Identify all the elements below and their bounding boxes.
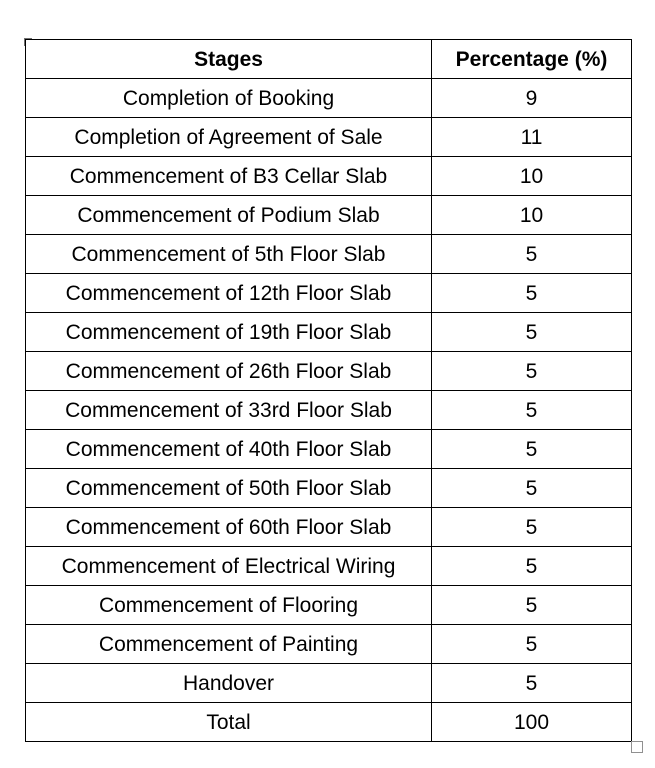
stage-cell: Commencement of Painting — [26, 625, 432, 664]
percentage-cell: 5 — [432, 313, 632, 352]
stage-cell: Completion of Agreement of Sale — [26, 118, 432, 157]
stage-cell: Completion of Booking — [26, 79, 432, 118]
stage-cell: Commencement of Podium Slab — [26, 196, 432, 235]
percentage-cell: 10 — [432, 196, 632, 235]
percentage-cell: 5 — [432, 547, 632, 586]
stage-cell: Commencement of 19th Floor Slab — [26, 313, 432, 352]
table-body — [26, 79, 632, 742]
table-row — [26, 157, 632, 196]
percentage-cell: 10 — [432, 157, 632, 196]
table-row — [26, 547, 632, 586]
percentage-cell: 5 — [432, 664, 632, 703]
stage-cell: Commencement of Electrical Wiring — [26, 547, 432, 586]
percentage-cell: 5 — [432, 469, 632, 508]
stage-cell: Commencement of 50th Floor Slab — [26, 469, 432, 508]
table-row — [26, 508, 632, 547]
table-row — [26, 118, 632, 157]
table-row — [26, 235, 632, 274]
header-percentage: Percentage (%) — [432, 40, 632, 79]
percentage-cell: 9 — [432, 79, 632, 118]
table-row — [26, 313, 632, 352]
stage-cell: Commencement of Flooring — [26, 586, 432, 625]
stage-cell: Commencement of 40th Floor Slab — [26, 430, 432, 469]
table-row — [26, 625, 632, 664]
total-value-cell: 100 — [432, 703, 632, 742]
stage-cell: Commencement of 5th Floor Slab — [26, 235, 432, 274]
percentage-cell: 5 — [432, 274, 632, 313]
percentage-cell: 5 — [432, 430, 632, 469]
table-row — [26, 196, 632, 235]
table-row — [26, 586, 632, 625]
percentage-cell: 5 — [432, 625, 632, 664]
table-row — [26, 430, 632, 469]
percentage-cell: 5 — [432, 391, 632, 430]
header-stages: Stages — [26, 40, 432, 79]
stage-cell: Commencement of 33rd Floor Slab — [26, 391, 432, 430]
percentage-cell: 5 — [432, 352, 632, 391]
table-row — [26, 274, 632, 313]
percentage-cell: 5 — [432, 235, 632, 274]
table-row — [26, 391, 632, 430]
table-header — [26, 40, 632, 79]
stage-cell: Commencement of B3 Cellar Slab — [26, 157, 432, 196]
table-row — [26, 79, 632, 118]
table-resize-handle[interactable] — [631, 741, 643, 753]
stage-cell: Commencement of 60th Floor Slab — [26, 508, 432, 547]
total-label-cell: Total — [26, 703, 432, 742]
stage-cell: Commencement of 12th Floor Slab — [26, 274, 432, 313]
table-row — [26, 664, 632, 703]
table-row — [26, 469, 632, 508]
payment-stages-table — [25, 39, 632, 742]
header-row — [26, 40, 632, 79]
total-row — [26, 703, 632, 742]
stage-cell: Handover — [26, 664, 432, 703]
percentage-cell: 5 — [432, 586, 632, 625]
table-row — [26, 352, 632, 391]
percentage-cell: 11 — [432, 118, 632, 157]
stage-cell: Commencement of 26th Floor Slab — [26, 352, 432, 391]
percentage-cell: 5 — [432, 508, 632, 547]
